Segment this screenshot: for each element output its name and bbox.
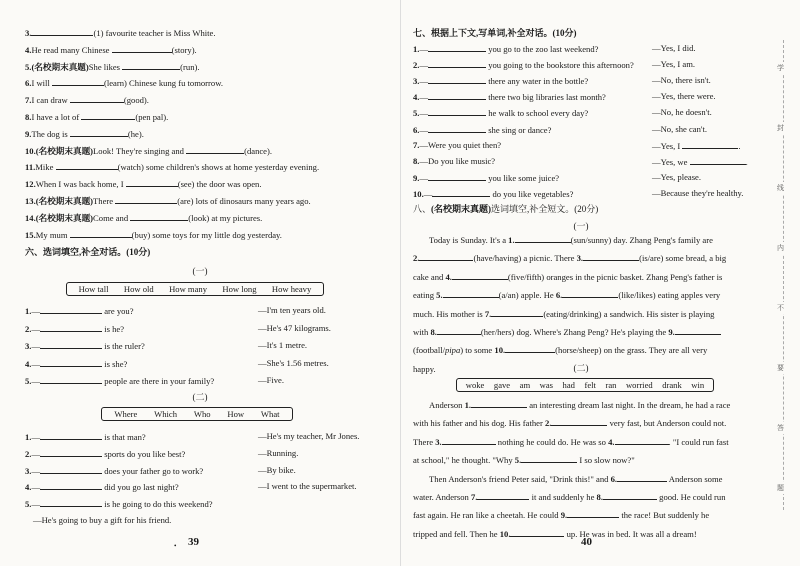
p2-line8: tripped and fell. Then he 10. up. He was in bed. It was all a dream! bbox=[413, 528, 697, 539]
question-prefix: — bbox=[419, 76, 429, 87]
last-answer: —He's going to buy a gift for his friend. bbox=[33, 515, 172, 525]
blank[interactable] bbox=[40, 374, 102, 384]
item-number: 11. bbox=[25, 162, 36, 173]
item-text: My mum bbox=[35, 229, 70, 240]
section8-text: 选词填空,补全短文。(20分) bbox=[491, 204, 599, 214]
question-prefix: —Were you quiet then? bbox=[419, 139, 502, 150]
word-option: How many bbox=[169, 284, 208, 294]
blank[interactable] bbox=[428, 123, 486, 133]
item-text: (see) the door was open. bbox=[177, 179, 262, 190]
blank[interactable] bbox=[40, 304, 102, 314]
answer-text: —Because they're healthy. bbox=[652, 187, 744, 198]
question-text: is she? bbox=[104, 358, 128, 369]
dialog-answer: —I'm ten years old. bbox=[258, 305, 326, 315]
word-option: felt bbox=[584, 380, 596, 390]
item-tag: (名校期末真题) bbox=[35, 196, 94, 206]
item-text: (1) favourite teacher is Miss White. bbox=[93, 28, 216, 38]
blank[interactable] bbox=[112, 43, 172, 53]
passage-1 bbox=[413, 231, 753, 378]
fill-item bbox=[25, 160, 319, 173]
blank[interactable] bbox=[452, 270, 508, 280]
item-number: 4. bbox=[25, 44, 32, 55]
p1-line5: much. His mother is 7. (eating/drinking) a sandwich. His sister is playing bbox=[413, 308, 715, 319]
dialog-question: 1.— are you? bbox=[25, 306, 134, 316]
item-text: (buy) some toys for my little dog yesterday. bbox=[131, 229, 282, 240]
word-option: What bbox=[260, 409, 280, 419]
item-text: I can draw bbox=[31, 95, 70, 106]
question-text: you going to the bookstore this afternoon? bbox=[488, 60, 634, 71]
dialog-question bbox=[413, 106, 588, 119]
blank[interactable] bbox=[567, 508, 619, 518]
dialog-number: 3. bbox=[25, 341, 32, 352]
dialog-number: 5. bbox=[25, 499, 32, 510]
blank[interactable] bbox=[31, 26, 93, 36]
word-option: How old bbox=[123, 284, 154, 294]
dialog-number: 4. bbox=[25, 482, 32, 493]
dialog-number: 1. bbox=[25, 306, 32, 316]
item-text: When I was back home, I bbox=[35, 179, 126, 190]
dialog-question bbox=[413, 123, 551, 136]
dialog-answer bbox=[652, 90, 716, 102]
item-text: (learn) Chinese kung fu tomorrow. bbox=[103, 78, 223, 89]
item-text: (story). bbox=[171, 44, 197, 55]
answer-text: —No, he doesn't. bbox=[652, 107, 712, 118]
blank[interactable] bbox=[40, 480, 102, 490]
p2-line1: Anderson 1. an interesting dream last night. In the dream, he had a race bbox=[429, 400, 731, 410]
word-option: woke bbox=[465, 380, 485, 390]
item-number: 12. bbox=[25, 179, 36, 190]
margin-char: 线 bbox=[777, 184, 784, 192]
question-text: are you? bbox=[104, 306, 134, 316]
item-text: (he). bbox=[127, 128, 144, 139]
blank[interactable] bbox=[40, 339, 102, 349]
item-tag: (名校期末真题) bbox=[31, 61, 89, 72]
fill-item bbox=[25, 127, 144, 140]
answer-text: —Yes, I bbox=[652, 140, 681, 151]
blank[interactable] bbox=[477, 490, 529, 500]
margin-char: 答 bbox=[777, 424, 784, 432]
question-prefix: — bbox=[419, 60, 429, 71]
word-box-1 bbox=[66, 282, 324, 296]
blank[interactable] bbox=[40, 464, 102, 474]
fill-item bbox=[25, 76, 223, 89]
item-text: I have a lot of bbox=[31, 112, 82, 122]
dialog-answer bbox=[652, 42, 696, 54]
dialog-question: 4.— did you go last night? bbox=[25, 482, 179, 493]
word-option: How tall bbox=[78, 284, 109, 294]
dialog-answer bbox=[652, 171, 701, 183]
p2-line5: Then Anderson's friend Peter said, "Drink this!" and 6. Anderson some bbox=[429, 473, 723, 484]
blank[interactable] bbox=[428, 90, 486, 100]
blank[interactable] bbox=[551, 416, 607, 426]
item-number: 13. bbox=[25, 196, 36, 206]
fill-item bbox=[25, 177, 261, 190]
blank[interactable] bbox=[115, 194, 177, 204]
question-text: people are there in your family? bbox=[104, 376, 215, 387]
word-option: worried bbox=[625, 380, 653, 390]
question-text: he walk to school every day? bbox=[488, 108, 589, 119]
dialog-answer bbox=[652, 187, 743, 199]
answer-text: —Yes, we bbox=[652, 156, 688, 167]
question-prefix: — bbox=[423, 188, 433, 199]
word-option: How long bbox=[222, 284, 257, 294]
item-number: 6. bbox=[25, 78, 32, 89]
blank[interactable] bbox=[40, 357, 102, 367]
dialog-answer bbox=[652, 106, 712, 118]
blank[interactable] bbox=[40, 497, 102, 507]
question-prefix: — bbox=[419, 92, 429, 103]
blank[interactable] bbox=[505, 343, 555, 353]
margin-char: 学 bbox=[777, 64, 784, 72]
item-text: (watch) some children's shows at home yesterday evening. bbox=[117, 162, 320, 173]
blank[interactable] bbox=[442, 435, 496, 445]
item-number: 5. bbox=[25, 61, 32, 72]
item-text: (pen pal). bbox=[135, 112, 169, 122]
question-text: is he going to do this weekend? bbox=[104, 499, 213, 510]
question-text: is he? bbox=[104, 323, 125, 334]
blank[interactable] bbox=[428, 74, 486, 84]
dialog-answer: —It's 1 metre. bbox=[258, 340, 308, 351]
blank[interactable] bbox=[186, 144, 244, 154]
word-option: Who bbox=[193, 409, 211, 419]
blank[interactable] bbox=[583, 251, 639, 261]
dialog-number: 5. bbox=[25, 376, 32, 387]
word-box-3 bbox=[456, 378, 714, 392]
blank[interactable] bbox=[682, 139, 738, 149]
dialog-answer bbox=[652, 74, 711, 86]
fill-item bbox=[25, 43, 197, 56]
p1-line8: happy. bbox=[413, 363, 436, 374]
word-option: was bbox=[539, 380, 554, 390]
question-prefix: — bbox=[419, 44, 429, 54]
fill-item bbox=[25, 194, 311, 207]
p1-line3: cake and 4. (five/fifth) oranges in the picnic basket. Zhang Peng's father is bbox=[413, 271, 723, 282]
r-part2-title: (二) bbox=[573, 363, 589, 373]
dialog-number: 3. bbox=[413, 76, 420, 87]
question-prefix: — bbox=[419, 108, 429, 119]
dialog-number: 4. bbox=[25, 358, 32, 369]
dialog-question: 3.— does your father go to work? bbox=[25, 465, 204, 476]
dialog-answer: —He's 47 kilograms. bbox=[258, 322, 331, 333]
word-option: am bbox=[519, 380, 531, 390]
fill-item bbox=[25, 110, 168, 123]
blank[interactable] bbox=[515, 233, 571, 243]
p2-line4: at school," he thought. "Why 5. I so slow now?" bbox=[413, 455, 635, 466]
dialog-number: 9. bbox=[413, 172, 420, 183]
margin-char: 要 bbox=[777, 364, 784, 372]
dialog-number: 5. bbox=[413, 108, 420, 119]
blank[interactable] bbox=[510, 527, 564, 537]
blank[interactable] bbox=[130, 211, 188, 221]
margin-char: 题 bbox=[777, 484, 784, 492]
dialog-question: 3.— is the ruler? bbox=[25, 341, 145, 352]
dialog-question bbox=[413, 139, 501, 151]
word-option: Which bbox=[154, 409, 178, 419]
blank[interactable] bbox=[603, 490, 657, 500]
question-text: she sing or dance? bbox=[488, 124, 552, 135]
dialog-number: 6. bbox=[413, 124, 420, 135]
dialog-answer bbox=[652, 58, 695, 70]
blank[interactable] bbox=[617, 472, 667, 482]
item-text: She likes bbox=[88, 61, 123, 72]
question-prefix: — bbox=[419, 172, 429, 183]
question-text: did you go last night? bbox=[104, 482, 179, 493]
dialog-question: 1.— is that man? bbox=[25, 432, 146, 442]
item-text: (dance). bbox=[244, 145, 273, 156]
dialog-answer: —She's 1.56 metres. bbox=[258, 357, 329, 368]
blank[interactable] bbox=[40, 447, 102, 457]
item-text: (run). bbox=[180, 61, 200, 72]
section6-heading: 六、选词填空,补全对话。(10分) bbox=[25, 247, 151, 257]
word-option: win bbox=[691, 380, 705, 390]
section7-heading: 七、根据上下文,写单词,补全对话。(10分) bbox=[413, 28, 577, 38]
answer-text: —Yes, I did. bbox=[652, 43, 696, 53]
word-option: gave bbox=[493, 380, 511, 390]
blank[interactable] bbox=[675, 325, 721, 335]
item-number: 10. bbox=[25, 145, 36, 156]
item-number: 3. bbox=[25, 28, 32, 38]
dialog-answer: —Five. bbox=[258, 375, 285, 386]
section8-number: 八、 bbox=[413, 204, 432, 214]
blank[interactable] bbox=[428, 58, 486, 68]
dialog-answer: —Yes, I . bbox=[652, 140, 741, 151]
item-text: Come and bbox=[93, 212, 131, 223]
item-number: 7. bbox=[25, 95, 32, 106]
blank[interactable] bbox=[122, 60, 180, 70]
page-number-right: 40 bbox=[581, 536, 592, 548]
dialog-answer: —By bike. bbox=[258, 464, 296, 475]
item-text: The dog is bbox=[31, 128, 70, 139]
blank[interactable] bbox=[471, 398, 527, 408]
item-text: Mike bbox=[35, 162, 56, 173]
fill-item bbox=[25, 93, 149, 106]
p1-line7: (football/pipa) to some 10. (horse/sheep) on the grass. They are all very bbox=[413, 345, 708, 356]
question-prefix: —Do you like music? bbox=[419, 155, 496, 166]
blank[interactable] bbox=[562, 288, 618, 298]
fill-item bbox=[25, 144, 272, 157]
blank[interactable] bbox=[690, 155, 746, 165]
answer-text: —Yes, there were. bbox=[652, 91, 716, 102]
dialog-number: 4. bbox=[413, 92, 420, 103]
word-option: Where bbox=[114, 409, 138, 419]
question-text: you like some juice? bbox=[488, 172, 560, 183]
question-text: there two big libraries last month? bbox=[488, 92, 606, 103]
fill-item bbox=[25, 228, 282, 241]
dialog-question: 5.— people are there in your family? bbox=[25, 376, 215, 387]
passage-2 bbox=[413, 396, 753, 543]
blank[interactable] bbox=[443, 288, 499, 298]
dialog-number: 2. bbox=[413, 60, 420, 71]
answer-text: —Yes, I am. bbox=[652, 59, 696, 70]
dialog-question bbox=[413, 58, 634, 71]
item-number: 15. bbox=[25, 229, 36, 240]
answer-text: —Yes, please. bbox=[652, 171, 702, 182]
dialog-answer: —Yes, we . bbox=[652, 156, 748, 167]
blank[interactable] bbox=[491, 307, 543, 317]
answer-text: —No, she can't. bbox=[652, 123, 708, 134]
item-text: He read many Chinese bbox=[31, 44, 112, 55]
blank[interactable] bbox=[56, 160, 118, 170]
blank[interactable] bbox=[419, 251, 473, 261]
dialog-answer: —I went to the supermarket. bbox=[258, 481, 357, 492]
blank[interactable] bbox=[432, 187, 490, 197]
question-text: is that man? bbox=[104, 432, 146, 442]
dialog-number: 7. bbox=[413, 139, 420, 150]
question-text: do you like vegetables? bbox=[492, 188, 574, 199]
blank[interactable] bbox=[428, 171, 486, 181]
question-text: does your father go to work? bbox=[104, 465, 204, 476]
item-number: 9. bbox=[25, 128, 32, 139]
dialog-question bbox=[413, 90, 606, 103]
blank[interactable] bbox=[70, 228, 132, 238]
word-option: How bbox=[227, 409, 245, 419]
part1-title: (一) bbox=[192, 266, 208, 276]
dialog-number: 1. bbox=[413, 44, 420, 54]
dialog-question bbox=[413, 42, 598, 55]
item-text: (look) at my pictures. bbox=[188, 212, 263, 223]
word-option: ran bbox=[605, 380, 617, 390]
question-prefix: — bbox=[419, 124, 429, 135]
answer-text: —No, there isn't. bbox=[652, 75, 711, 86]
dialog-answer: —Running. bbox=[258, 447, 299, 458]
item-text: I will bbox=[31, 78, 52, 89]
dialog-question: 5.— is he going to do this weekend? bbox=[25, 499, 213, 510]
dialog-question bbox=[413, 155, 495, 167]
blank[interactable] bbox=[70, 127, 128, 137]
question-text: there any water in the bottle? bbox=[488, 76, 589, 87]
p2-line7: fast again. He ran like a cheetah. He could 9. the race! But suddenly he bbox=[413, 510, 710, 521]
r-part1-title: (一) bbox=[573, 221, 589, 231]
fill-item bbox=[25, 26, 215, 39]
dialog-question: 2.— is he? bbox=[25, 323, 125, 334]
blank[interactable] bbox=[521, 453, 577, 463]
p1-line2: 2. (have/having) a picnic. There 3. (is/are) some bread, a big bbox=[413, 253, 727, 264]
dialog-question bbox=[413, 187, 573, 200]
binding-margin bbox=[768, 0, 800, 566]
item-text: There bbox=[93, 196, 116, 206]
right-page bbox=[400, 0, 800, 566]
dot-mark: • bbox=[174, 542, 177, 550]
dialog-question: 2.— sports do you like best? bbox=[25, 448, 186, 459]
margin-char: 内 bbox=[777, 244, 784, 252]
section8-heading bbox=[413, 203, 598, 215]
p1-line4: eating 5. (a/an) apple. He 6. (like/likes) eating apples very bbox=[413, 290, 721, 301]
p1-line6: with 8. (her/hers) dog. Where's Zhang Peng? He's playing the 9. bbox=[413, 323, 753, 341]
dialog-question bbox=[413, 171, 559, 184]
dialog-number: 8. bbox=[413, 155, 420, 166]
dialog-answer: —He's my teacher, Mr Jones. bbox=[258, 431, 360, 441]
item-tag: (名校期末真题) bbox=[35, 145, 94, 156]
margin-char: 不 bbox=[777, 304, 784, 312]
item-number: 14. bbox=[25, 212, 36, 223]
blank[interactable] bbox=[437, 325, 481, 335]
item-text: (good). bbox=[123, 95, 149, 106]
blank[interactable] bbox=[428, 106, 486, 116]
blank[interactable] bbox=[81, 110, 135, 120]
item-text: (are) lots of dinosaurs many years ago. bbox=[177, 196, 311, 206]
question-text: sports do you like best? bbox=[104, 448, 186, 459]
blank[interactable] bbox=[40, 322, 102, 332]
dialog-number: 3. bbox=[25, 465, 32, 476]
p2-line6: water. Anderson 7. it and suddenly he 8. good. He could run bbox=[413, 492, 726, 503]
fill-item bbox=[25, 211, 262, 224]
word-option: had bbox=[562, 380, 575, 390]
cut-line bbox=[783, 40, 784, 510]
p1-line1: Today is Sunday. It's a 1. (sun/sunny) day. Zhang Peng's family are bbox=[429, 235, 713, 245]
dialog-number: 2. bbox=[25, 323, 32, 334]
item-number: 8. bbox=[25, 112, 32, 122]
margin-char: 封 bbox=[777, 124, 784, 132]
fill-item bbox=[25, 60, 200, 73]
word-option: drank bbox=[662, 380, 682, 390]
p2-line2: with his father and his dog. His father 2. very fast, but Anderson could not. bbox=[413, 418, 727, 429]
blank[interactable] bbox=[428, 42, 486, 52]
blank[interactable] bbox=[615, 435, 669, 445]
word-option: How heavy bbox=[271, 284, 312, 294]
dialog-number: 10. bbox=[413, 188, 424, 199]
word-box-2 bbox=[101, 407, 293, 421]
blank[interactable] bbox=[52, 76, 104, 86]
dialog-answer bbox=[652, 123, 707, 135]
question-text: you go to the zoo last weekend? bbox=[488, 44, 599, 54]
part2-title: (二) bbox=[192, 392, 208, 402]
dialog-question: 4.— is she? bbox=[25, 358, 128, 369]
blank[interactable] bbox=[40, 430, 102, 440]
dialog-number: 1. bbox=[25, 432, 32, 442]
item-text: Look! They're singing and bbox=[93, 145, 187, 156]
page-number-left: 39 bbox=[188, 536, 199, 548]
blank[interactable] bbox=[126, 177, 178, 187]
blank[interactable] bbox=[70, 93, 124, 103]
question-text: is the ruler? bbox=[104, 341, 145, 352]
item-tag: (名校期末真题) bbox=[35, 212, 94, 223]
dialog-question bbox=[413, 74, 588, 87]
dialog-number: 2. bbox=[25, 448, 32, 459]
p2-line3: There 3. nothing he could do. He was so 4. . "I could run fast bbox=[413, 436, 729, 447]
section8-tag: (名校期末真题) bbox=[431, 204, 492, 214]
